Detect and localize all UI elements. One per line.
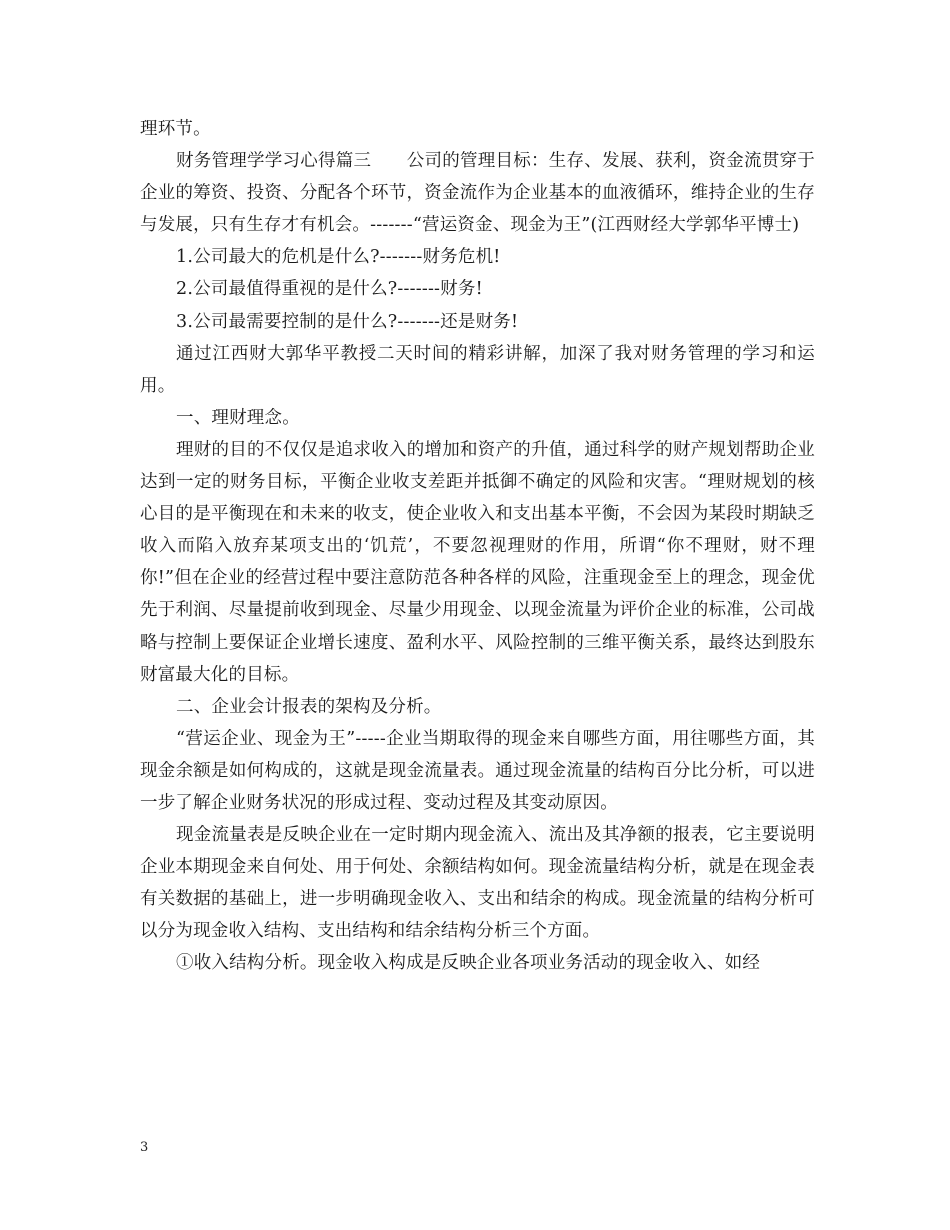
paragraph: “营运企业、现金为王”-----企业当期取得的现金来自哪些方面，用往哪些方面，其现金余额是如何构成的，这就是现金流量表。通过现金流量的结构百分比分析，可以进一步了解企业财务状况的形成过程、变动过程及其变动原因。 bbox=[140, 728, 815, 813]
list-item: 3.公司最需要控制的是什么?-------还是财务! bbox=[176, 311, 519, 332]
page-number: 3 bbox=[140, 1140, 149, 1155]
body-text bbox=[140, 113, 815, 980]
paragraph: 通过江西财大郭华平教授二天时间的精彩讲解，加深了我对财务管理的学习和运用。 bbox=[140, 343, 815, 396]
paragraph: 理财的目的不仅仅是追求收入的增加和资产的升值，通过科学的财产规划帮助企业达到一定的财务目标，平衡企业收支差距并抵御不确定的风险和灾害。“理财规划的核心目的是平衡现在和未来的收支，使企业收入和支出基本平衡，不会因为某段时期缺乏收入而陷入放弃某项支出的‘饥荒’，不要忽视理财的作用，所谓“你不理财，财不理你!”但在企业的经营过程中要注意防范各种各样的风险，注重现金至上的理念，现金优先于利润、尽量提前收到现金、尽量少用现金、以现金流量为评价企业的标准，公司战略与控制上要保证企业增长速度、盈利水平、风险控制的三维平衡关系，最终达到股东财富最大化的目标。 bbox=[140, 439, 815, 685]
list-item: 2.公司最值得重视的是什么?-------财务! bbox=[176, 279, 483, 300]
paragraph: ①收入结构分析。现金收入构成是反映企业各项业务活动的现金收入、如经 bbox=[176, 953, 761, 974]
paragraph: 现金流量表是反映企业在一定时期内现金流入、流出及其净额的报表，它主要说明企业本期现金来自何处、用于何处、余额结构如何。现金流量结构分析，就是在现金表有关数据的基础上，进一步明确现金收入、支出和结余的构成。现金流量的结构分析可以分为现金收入结构、支出结构和结余结构分析三个方面。 bbox=[140, 825, 815, 942]
paragraph: 财务管理学学习心得篇三 公司的管理目标：生存、发展、获利，资金流贯穿于企业的筹资、投资、分配各个环节，资金流作为企业基本的血液循环，维持企业的生存与发展，只有生存才有机会。-------“营运资金、现金为王”(江西财经大学郭华平博士) bbox=[140, 151, 815, 236]
section-heading: 一、理财理念。 bbox=[176, 407, 300, 428]
paragraph: 理环节。 bbox=[140, 119, 211, 139]
list-item: 1.公司最大的危机是什么?-------财务危机! bbox=[176, 247, 501, 268]
section-heading: 二、企业会计报表的架构及分析。 bbox=[176, 696, 442, 717]
